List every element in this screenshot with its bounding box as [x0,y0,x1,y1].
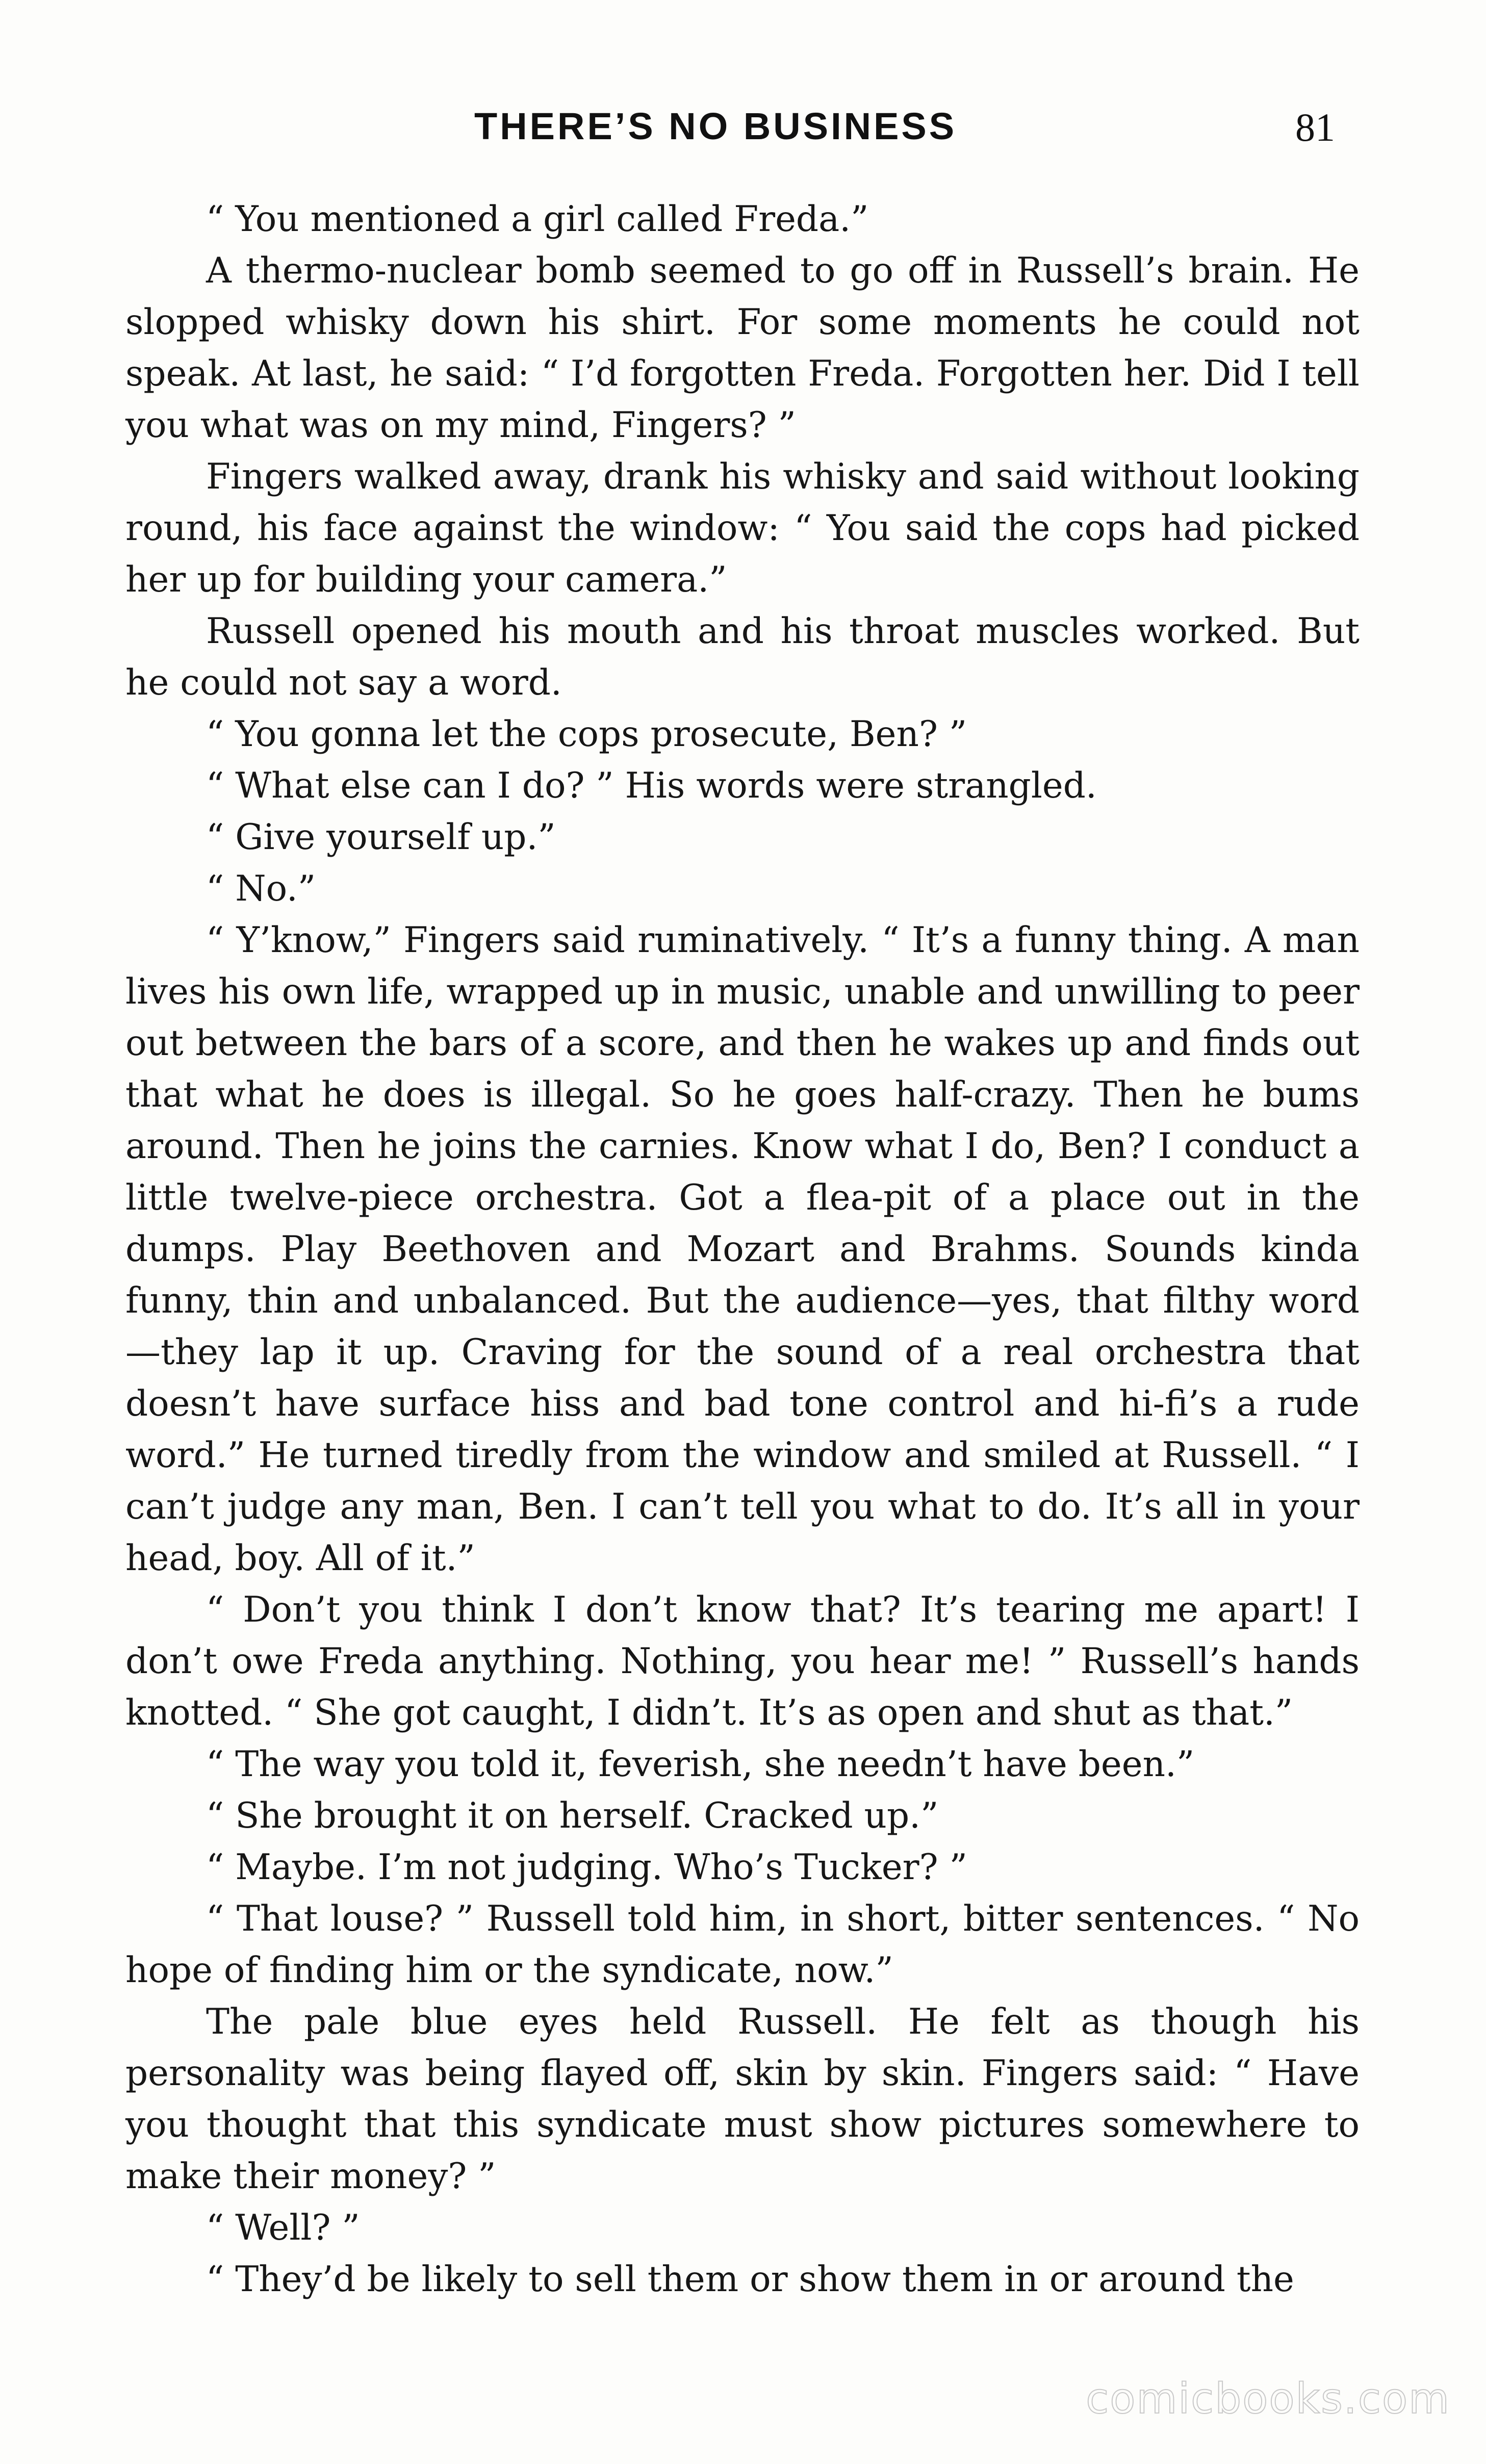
paragraph: “ They’d be likely to sell them or show them in or around the [206,2259,1294,2300]
paragraph: “ She brought it on herself. Cracked up.” [206,1795,939,1836]
paragraph: “ No.” [206,868,316,909]
paragraph: “ Y’know,” Fingers said ruminatively. “ It’s a funny thing. A man lives his own life, wrapped up in music, unable and unwilling to peer out between the bars of a score, and then he wakes up and finds out that what he does is illegal. So he goes half-crazy. Then he bums around. Then he joins the carnies. Know what I do, Ben? I conduct a little twelve-piece orchestra. Got a flea-pit of a place out in the dumps. Play Beethoven and Mozart and Brahms. Sounds kinda funny, thin and unbalanced. But the audience—yes, that filthy word—they lap it up. Craving for the sound of a real orchestra that doesn’t have surface hiss and bad tone control and hi-fi’s a rude word.” He turned tiredly from the window and smiled at Russell. “ I can’t judge any man, Ben. I can’t tell you what to do. It’s all in your head, boy. All of it.” [125,920,1360,1579]
paragraph: “ What else can I do? ” His words were strangled. [206,765,1097,806]
paragraph: “ The way you told it, feverish, she needn’t have been.” [206,1744,1195,1785]
running-head [0,105,1486,161]
paragraph: “ Don’t you think I don’t know that? It’s tearing me apart! I don’t owe Freda anything. Nothing, you hear me! ” Russell’s hands knotted. “ She got caught, I didn’t. It’s as open and shut as that.” [125,1589,1360,1733]
page-number: 81 [1295,105,1335,149]
paragraph: “ You gonna let the cops prosecute, Ben? ” [206,714,967,755]
paragraph: The pale blue eyes held Russell. He felt as though his personality was being flayed off, skin by skin. Fingers said: “ Have you thought that this syndicate must show pictures somewhere to make their money? ” [125,2001,1360,2197]
paragraph: “ Well? ” [206,2208,360,2248]
body-text [125,194,1360,2305]
paragraph: “ That louse? ” Russell told him, in short, bitter sentences. “ No hope of finding him or the syndicate, now.” [125,1898,1360,1991]
paragraph: A thermo-nuclear bomb seemed to go off in Russell’s brain. He slopped whisky down his shirt. For some moments he could not speak. At last, he said: “ I’d forgotten Freda. Forgotten her. Did I tell you what was on my mind, Fingers? ” [125,250,1360,446]
paragraph: “ Maybe. I’m not judging. Who’s Tucker? ” [206,1847,967,1888]
paragraph: “ You mentioned a girl called Freda.” [206,199,869,240]
paragraph: Russell opened his mouth and his throat muscles worked. But he could not say a word. [125,611,1360,703]
running-head-title: THERE’S NO BUSINESS [474,105,957,147]
paragraph: Fingers walked away, drank his whisky and said without looking round, his face against the window: “ You said the cops had picked her up for building your camera.” [125,456,1360,600]
site-watermark: comicbooks.com [1086,2375,1450,2423]
paragraph: “ Give yourself up.” [206,817,556,858]
